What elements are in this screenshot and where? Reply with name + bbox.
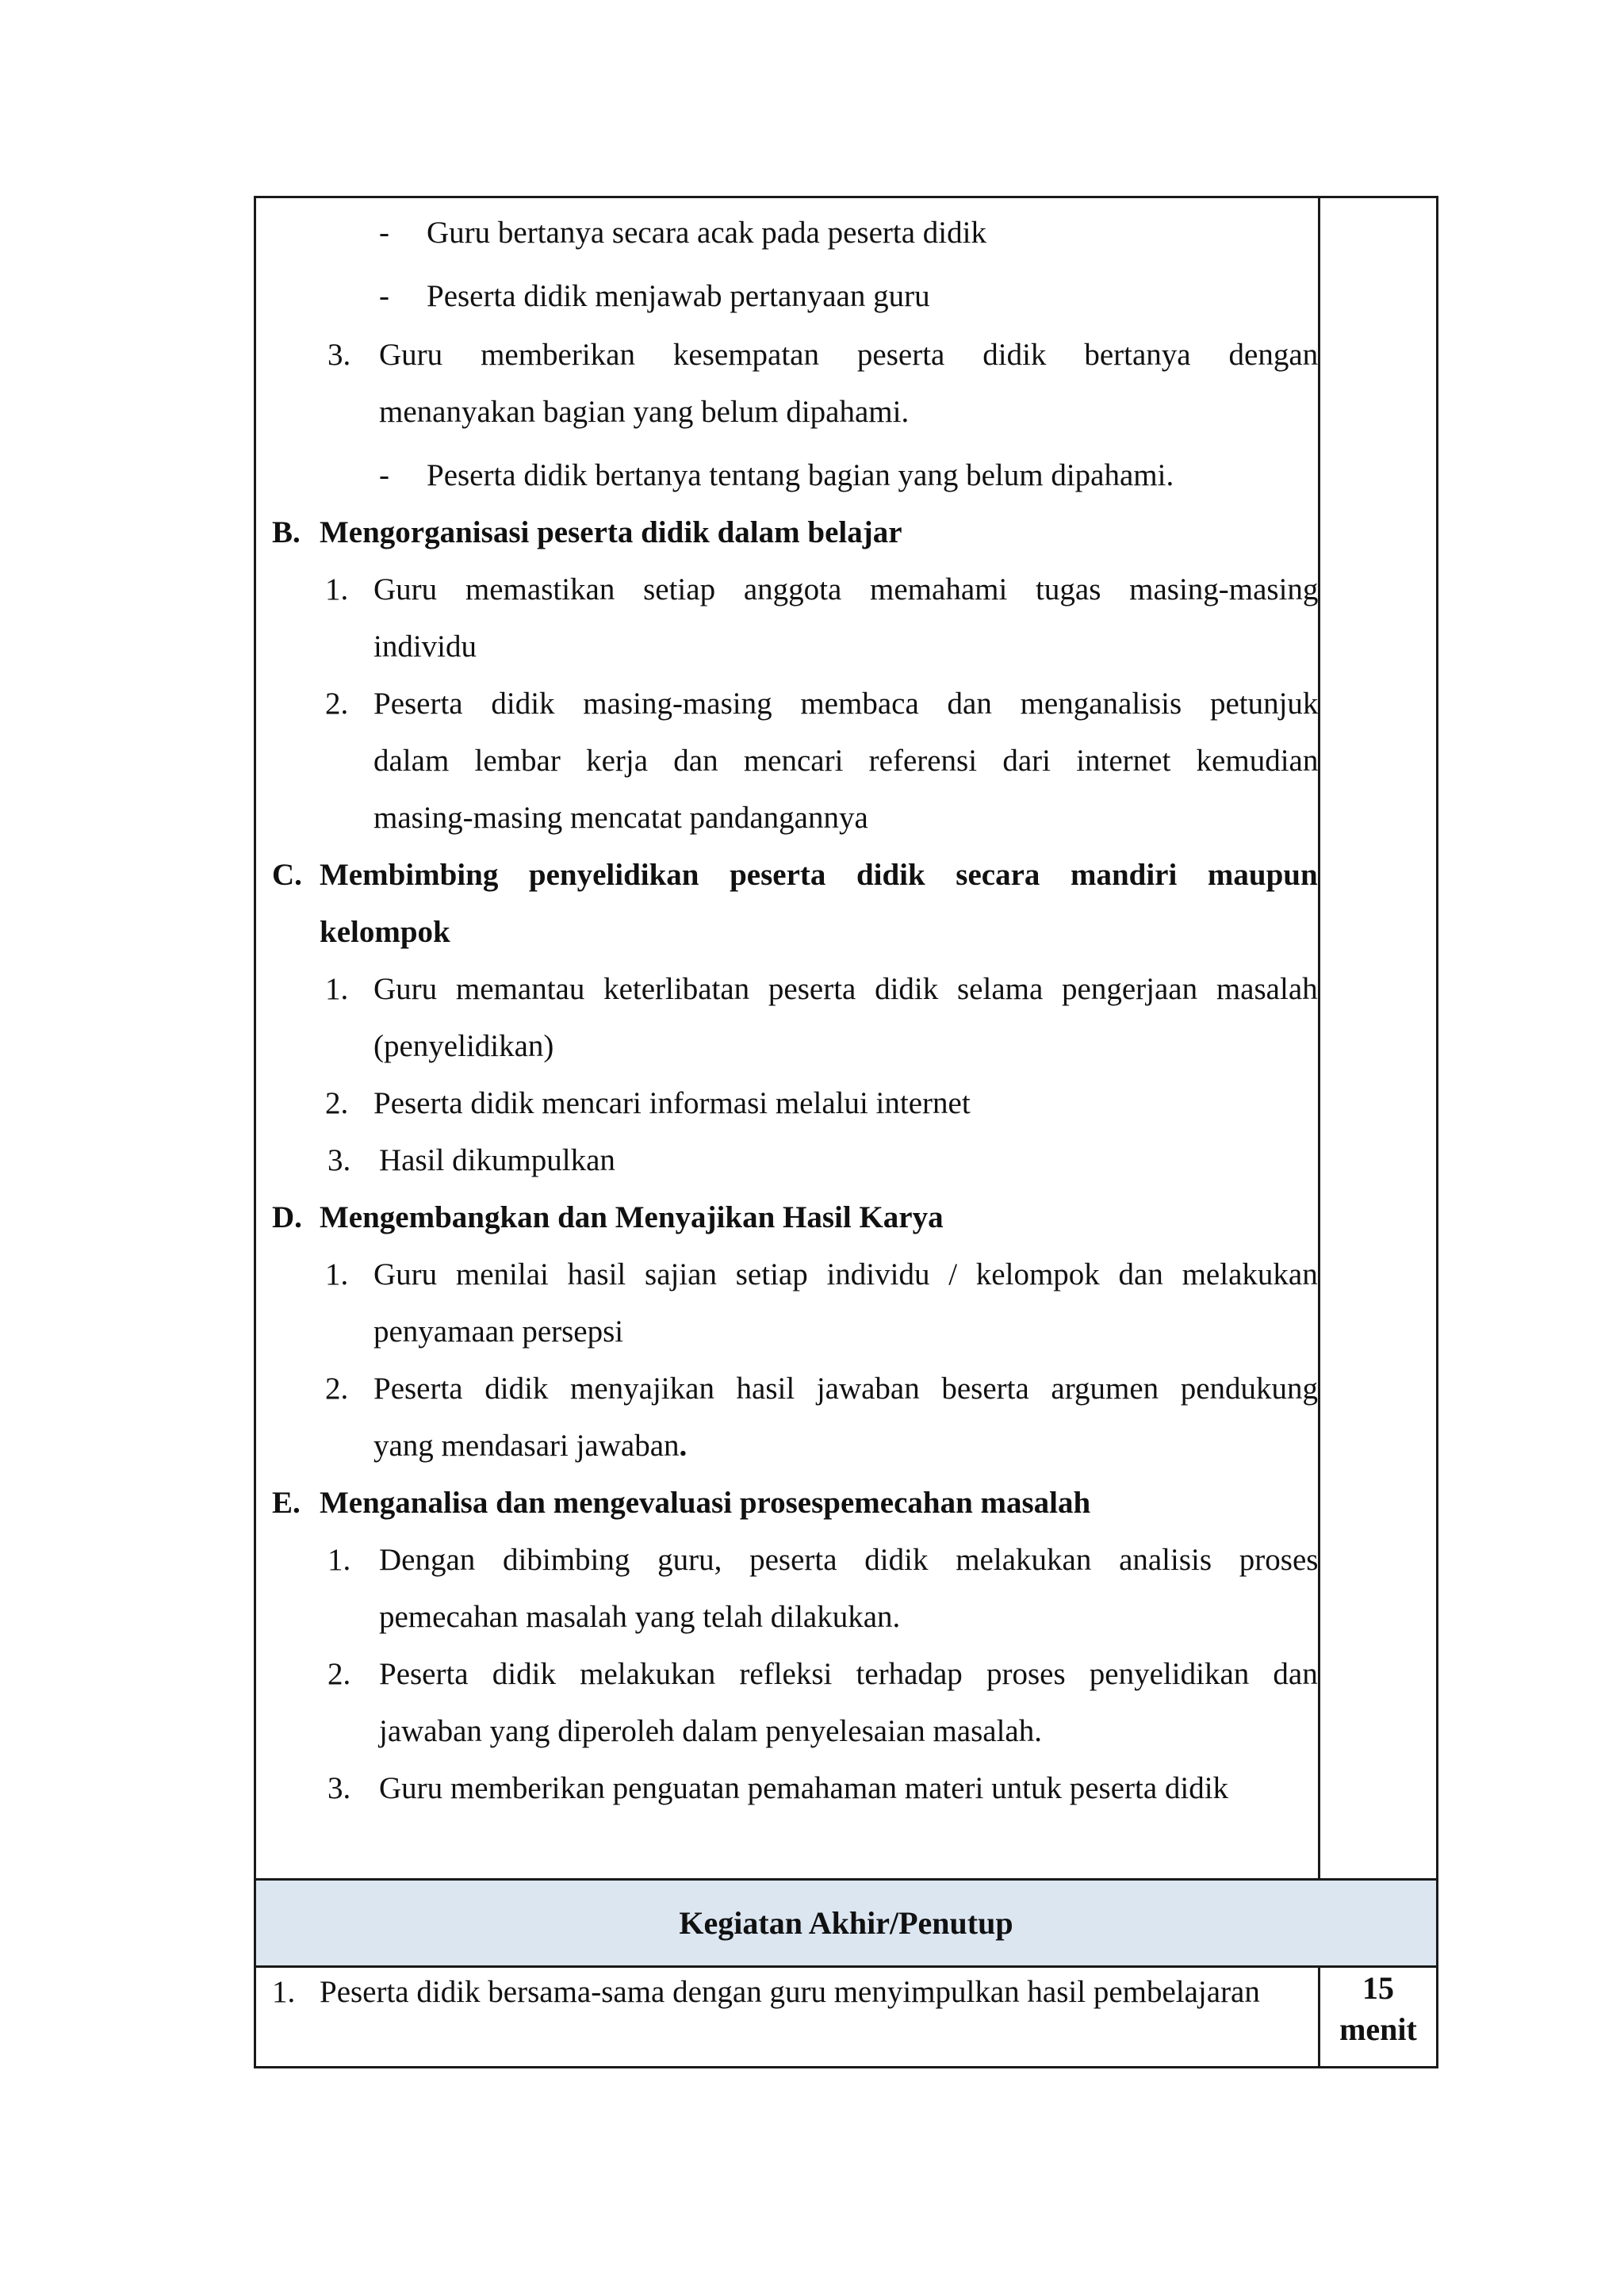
section-d-item-2-line-2	[373, 1427, 687, 1465]
dash-bullet: -	[379, 458, 389, 492]
section-e-item-2-line-2: jawaban yang diperoleh dalam penyelesaian masalah.	[379, 1714, 1042, 1748]
section-b-letter: B.	[272, 515, 301, 549]
section-b-item-2-line-1: Peserta didik masing-masing membaca dan menganalisis petunjuk	[373, 687, 1319, 721]
section-e-item-2-number: 2.	[327, 1657, 351, 1691]
closing-item-text: Peserta didik bersama-sama dengan guru menyimpulkan hasil pembelajaran	[320, 1975, 1260, 2009]
section-c-item-2-number: 2.	[325, 1086, 349, 1120]
section-d-item-2-number: 2.	[325, 1372, 349, 1406]
section-c-item-1-line-1: Guru memantau keterlibatan peserta didik selama pengerjaan masalah	[373, 972, 1318, 1006]
section-e-item-1-number: 1.	[327, 1543, 351, 1577]
closing-section-header: Kegiatan Akhir/Penutup	[679, 1905, 1013, 1941]
section-b-item-2-number: 2.	[325, 687, 349, 721]
section-d-item-1-number: 1.	[325, 1257, 349, 1292]
duration-unit: menit	[1339, 2011, 1417, 2047]
duration-value: 15	[1362, 1970, 1394, 2006]
intro-item-3-line-2: menanyakan bagian yang belum dipahami.	[379, 395, 910, 429]
section-b-item-2-line-2: dalam lembar kerja dan mencari referensi dari internet kemudian	[373, 744, 1319, 778]
intro-dash-item-2: Peserta didik menjawab pertanyaan guru	[427, 279, 930, 313]
row-divider-bottom	[256, 1965, 1436, 1968]
section-d-item-2-line-1: Peserta didik menyajikan hasil jawaban beserta argumen pendukung	[373, 1372, 1319, 1406]
section-d-item-2-period: .	[679, 1429, 688, 1463]
section-b-item-2-line-3: masing-masing mencatat pandangannya	[373, 801, 868, 835]
section-c-item-3-line-1: Hasil dikumpulkan	[379, 1143, 615, 1177]
section-b-title: Mengorganisasi peserta didik dalam belajar	[320, 515, 902, 549]
section-d-title: Mengembangkan dan Menyajikan Hasil Karya	[320, 1200, 944, 1234]
section-e-item-3-line-1: Guru memberikan penguatan pemahaman materi untuk peserta didik	[379, 1771, 1229, 1805]
section-c-item-1-line-2: (penyelidikan)	[373, 1029, 554, 1063]
dash-bullet: -	[379, 216, 389, 250]
section-c-item-1-number: 1.	[325, 972, 349, 1006]
closing-duration	[1320, 1968, 1436, 2050]
section-b-item-1-line-2: individu	[373, 629, 477, 664]
section-e-letter: E.	[272, 1486, 301, 1520]
section-c-title-line-1: Membimbing penyelidikan peserta didik secara mandiri maupun	[320, 858, 1318, 892]
section-c-letter: C.	[272, 858, 302, 892]
section-e-item-1-line-1: Dengan dibimbing guru, peserta didik melakukan analisis proses	[379, 1543, 1319, 1577]
section-e-title: Menganalisa dan mengevaluasi prosespemecahan masalah	[320, 1486, 1091, 1520]
section-d-letter: D.	[272, 1200, 302, 1234]
intro-item-3-number: 3.	[327, 338, 351, 372]
section-e-item-3-number: 3.	[327, 1771, 351, 1805]
intro-dash-item-1: Guru bertanya secara acak pada peserta didik	[427, 216, 986, 250]
intro-item-3-line-1: Guru memberikan kesempatan peserta didik bertanya dengan	[379, 338, 1319, 372]
dash-bullet: -	[379, 279, 389, 313]
section-d-item-1-line-2: penyamaan persepsi	[373, 1314, 624, 1349]
section-d-item-2-line-2-text: yang mendasari jawaban	[373, 1429, 680, 1463]
intro-dash-item-3: Peserta didik bertanya tentang bagian yang belum dipahami.	[427, 458, 1174, 492]
section-c-item-3-number: 3.	[327, 1143, 351, 1177]
section-c-item-2-line-1: Peserta didik mencari informasi melalui internet	[373, 1086, 971, 1120]
closing-item-number: 1.	[272, 1975, 296, 2009]
section-e-item-1-line-2: pemecahan masalah yang telah dilakukan.	[379, 1600, 901, 1634]
section-e-item-2-line-1: Peserta didik melakukan refleksi terhadap proses penyelidikan dan	[379, 1657, 1318, 1691]
section-b-item-1-line-1: Guru memastikan setiap anggota memahami tugas masing-masing	[373, 572, 1319, 607]
section-d-item-1-line-1: Guru menilai hasil sajian setiap individu / kelompok dan melakukan	[373, 1257, 1318, 1292]
column-divider	[1318, 198, 1320, 1879]
section-b-item-1-number: 1.	[325, 572, 349, 607]
section-c-title-line-2: kelompok	[320, 915, 450, 949]
